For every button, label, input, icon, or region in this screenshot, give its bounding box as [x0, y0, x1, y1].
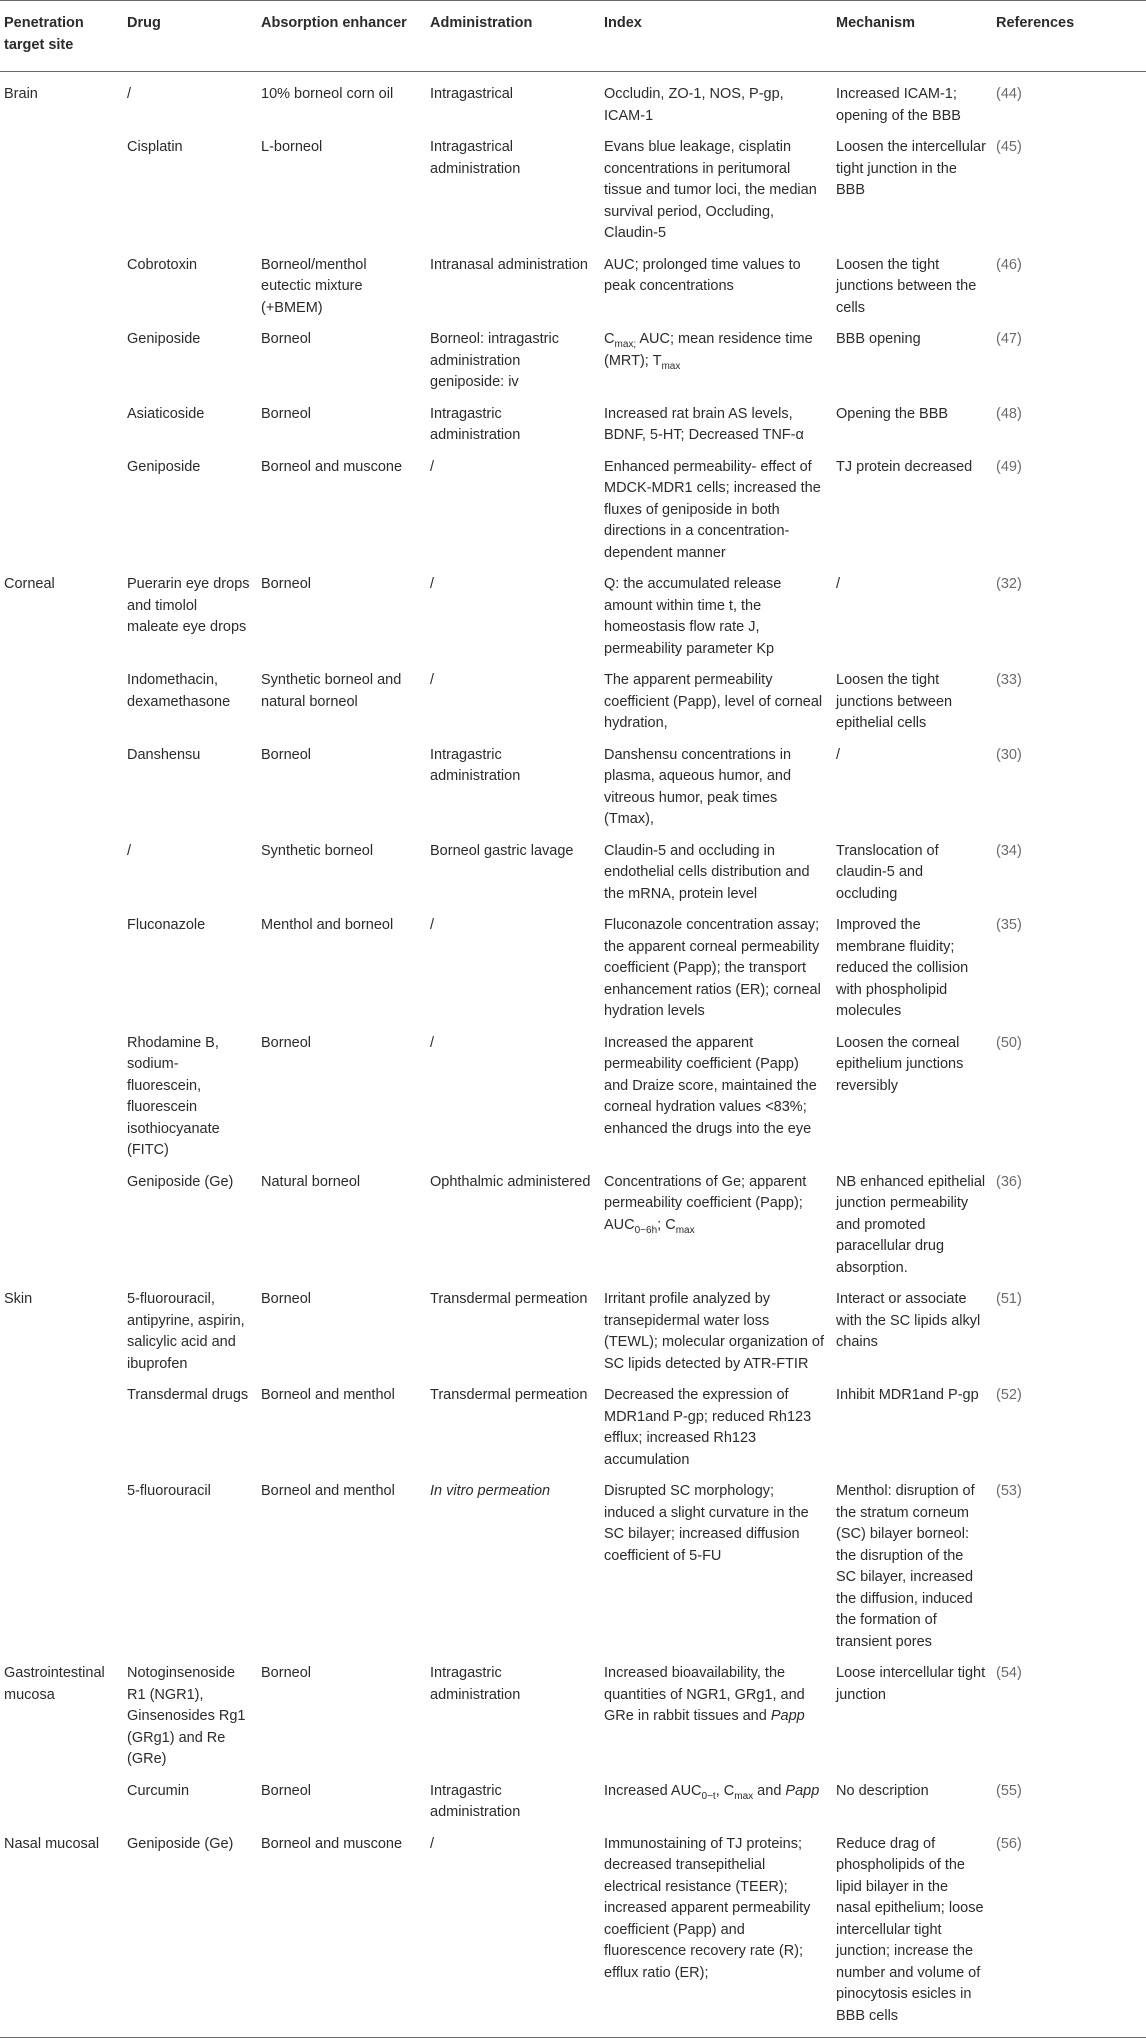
cell-enhancer: Borneol [261, 1665, 311, 1681]
cell-enhancer: Borneol [261, 1034, 311, 1051]
table-row [0, 569, 1146, 665]
table-body [0, 72, 1146, 2038]
cell-reference: (52) [996, 1387, 1022, 1403]
cell-site: Gastrointestinal mucosa [4, 1665, 105, 1703]
table-row [0, 1829, 1146, 2038]
cell-mechanism: No description [836, 1782, 929, 1799]
cell-site [0, 910, 123, 1028]
cell-administration: Borneol gastric lavage [430, 842, 574, 859]
cell-mechanism: NB enhanced epithelial junction permeability and promoted paracellular drug absorption. [836, 1173, 986, 1276]
table-row [0, 1776, 1146, 1829]
cell-reference: (30) [996, 746, 1022, 763]
cell-reference: (34) [996, 842, 1022, 859]
cell-site [0, 324, 123, 399]
table-row [0, 1028, 1146, 1167]
header-site: Penetration target site [0, 1, 123, 72]
cell-site [0, 132, 123, 250]
cell-index: Increased bioavailability, the quantities of NGR1, GRg1, and GRe in rabbit tissues and Papp [604, 1665, 805, 1724]
cell-site [0, 665, 123, 740]
cell-reference: (47) [996, 331, 1022, 347]
cell-index: Claudin-5 and occluding in endothelial cells distribution and the mRNA, protein level [604, 842, 810, 902]
cell-drug: 5-fluorouracil [127, 1483, 211, 1499]
cell-enhancer: L-borneol [261, 139, 323, 155]
table-header [0, 1, 1146, 72]
cell-administration: Transdermal permeation [430, 1387, 588, 1403]
cell-site [0, 452, 123, 570]
table-row [0, 740, 1146, 836]
cell-drug: Rhodamine B, sodium-fluorescein, fluorescein isothiocyanate (FITC) [127, 1034, 220, 1158]
cell-mechanism: Loosen the tight junctions between the cells [836, 256, 977, 316]
cell-reference: (35) [996, 917, 1022, 933]
cell-drug: Transdermal drugs [127, 1387, 249, 1403]
header-enhancer: Absorption enhancer [257, 1, 426, 72]
cell-site: Skin [4, 1291, 33, 1307]
cell-administration: / [430, 1034, 435, 1051]
cell-site: Brain [4, 86, 38, 102]
cell-drug: Indomethacin, dexamethasone [127, 672, 231, 710]
table-row [0, 399, 1146, 452]
cell-mechanism: Increased ICAM-1; opening of the BBB [836, 86, 961, 124]
cell-mechanism: Loosen the intercellular tight junction in the BBB [836, 139, 986, 198]
cell-index: The apparent permeability coefficient (Papp), level of corneal hydration, [604, 672, 823, 731]
cell-administration: / [430, 917, 435, 933]
cell-site: Nasal mucosal [0, 1829, 123, 2038]
cell-mechanism: TJ protein decreased [836, 458, 973, 475]
table-row [0, 665, 1146, 740]
cell-index: Irritant profile analyzed by transepidermal water loss (TEWL); molecular organization of SC lipids detected by ATR-FTIR [604, 1291, 824, 1372]
cell-drug: Geniposide [127, 458, 201, 475]
cell-drug: Cisplatin [127, 139, 183, 155]
cell-reference: (44) [996, 86, 1022, 102]
cell-reference: (51) [996, 1291, 1022, 1307]
cell-drug: Asiaticoside [127, 405, 205, 422]
cell-enhancer: Borneol [261, 576, 311, 592]
cell-site [0, 1028, 123, 1167]
cell-site [0, 399, 123, 452]
cell-enhancer: Borneol [261, 746, 311, 763]
cell-drug: Puerarin eye drops and timolol maleate eye drops [127, 576, 250, 635]
cell-mechanism: Loose intercellular tight junction [836, 1665, 986, 1703]
cell-enhancer: Borneol/menthol eutectic mixture (+BMEM) [261, 256, 367, 316]
cell-drug: Fluconazole [127, 917, 206, 933]
cell-site [0, 1476, 123, 1658]
table-row [0, 324, 1146, 399]
cell-reference: (32) [996, 576, 1022, 592]
cell-index: Increased rat brain AS levels, BDNF, 5-HT; Decreased TNF-α [604, 405, 804, 443]
cell-mechanism: Loosen the tight junctions between epithelial cells [836, 672, 953, 731]
cell-enhancer: 10% borneol corn oil [261, 86, 394, 102]
cell-drug: Notoginsenoside R1 (NGR1), Ginsenosides Rg1 (GRg1) and Re (GRe) [127, 1665, 246, 1767]
cell-site [0, 1776, 123, 1829]
cell-enhancer: Borneol and menthol [261, 1483, 395, 1499]
cell-site [0, 1380, 123, 1476]
cell-enhancer: Synthetic borneol and natural borneol [261, 672, 402, 710]
cell-index: Fluconazole concentration assay; the apparent corneal permeability coefficient (Papp); the transport enhancement ratios (ER); corneal hydration levels [604, 917, 821, 1019]
cell-mechanism: Menthol: disruption of the stratum corneum (SC) bilayer borneol: the disruption of the SC bilayer, increased the diffusion, induced the formation of transient pores [836, 1483, 975, 1650]
header-references: References [992, 1, 1146, 72]
cell-enhancer: Borneol and muscone [261, 458, 403, 475]
cell-administration: / [426, 1829, 600, 2038]
cell-drug: Danshensu [127, 746, 201, 763]
cell-index: $C_{max;}$ AUC; mean residence time (MRT); $T_{max}$ [604, 331, 813, 372]
cell-administration: Intragastrical [430, 86, 514, 102]
cell-enhancer: Borneol and muscone [257, 1829, 426, 2038]
header-index: Index [600, 1, 832, 72]
header-row [0, 1, 1146, 72]
cell-reference: (55) [996, 1782, 1022, 1799]
cell-reference: (46) [996, 256, 1022, 273]
cell-drug: / [127, 842, 132, 859]
table-row [0, 132, 1146, 250]
cell-drug: Geniposide (Ge) [123, 1829, 257, 2038]
cell-administration: Borneol: intragastric administration geniposide: iv [430, 331, 559, 390]
cell-administration: Transdermal permeation [430, 1291, 588, 1307]
cell-enhancer: Borneol [261, 1782, 311, 1799]
cell-index: Evans blue leakage, cisplatin concentrations in peritumoral tissue and tumor loci, the median survival period, Occluding, Claudin-5 [604, 139, 817, 241]
cell-mechanism: / [836, 746, 841, 763]
cell-reference: (49) [996, 458, 1022, 475]
cell-index: Q: the accumulated release amount within time t, the homeostasis flow rate J, permeability parameter Kp [604, 576, 782, 657]
table-row [0, 836, 1146, 911]
cell-administration: Ophthalmic administered [430, 1173, 591, 1190]
header-administration: Administration [426, 1, 600, 72]
cell-reference: (45) [996, 139, 1022, 155]
cell-enhancer: Borneol [261, 405, 311, 422]
cell-index: Increased $AUC_{0-t}$, $C_{max}$ and Papp [604, 1782, 820, 1802]
cell-mechanism: Opening the BBB [836, 405, 949, 422]
cell-mechanism: Interact or associate with the SC lipids alkyl chains [836, 1291, 981, 1350]
cell-administration: Intragastric administration [430, 1665, 521, 1703]
cell-administration: In vitro permeation [430, 1483, 551, 1499]
cell-index: Increased the apparent permeability coefficient (Papp) and Draize score, maintained the corneal hydration values <83%; enhanced the drugs into the eye [604, 1034, 817, 1137]
cell-mechanism: Improved the membrane fluidity; reduced the collision with phospholipid molecules [836, 917, 969, 1019]
table-row [0, 1380, 1146, 1476]
cell-mechanism: BBB opening [836, 331, 921, 347]
cell-reference: (36) [996, 1173, 1022, 1190]
cell-mechanism: Loosen the corneal epithelium junctions reversibly [836, 1034, 964, 1094]
header-drug: Drug [123, 1, 257, 72]
cell-administration: / [430, 458, 435, 475]
cell-reference: (33) [996, 672, 1022, 688]
table-row [0, 1658, 1146, 1776]
cell-reference: (53) [996, 1483, 1022, 1499]
cell-site [0, 740, 123, 836]
cell-site [0, 1167, 123, 1285]
cell-index: Occludin, ZO-1, NOS, P-gp, ICAM-1 [604, 86, 784, 124]
cell-index: Enhanced permeability- effect of MDCK-MDR1 cells; increased the fluxes of geniposide in both directions in a concentration-dependent manner [604, 458, 821, 561]
cell-administration: Intranasal administration [430, 256, 588, 273]
table-row [0, 1476, 1146, 1658]
table-row [0, 72, 1146, 133]
cell-drug: Geniposide [127, 331, 201, 347]
cell-index: Immunostaining of TJ proteins; decreased transepithelial electrical resistance (TEER); increased apparent permeability coefficient (Papp) and fluorescence recovery rate (R); efflux ratio (ER); [600, 1829, 832, 2038]
table-row [0, 910, 1146, 1028]
cell-drug: 5-fluorouracil, antipyrine, aspirin, salicylic acid and ibuprofen [127, 1291, 245, 1372]
cell-drug: / [127, 86, 132, 102]
cell-administration: / [430, 576, 435, 592]
cell-reference: (54) [996, 1665, 1022, 1681]
cell-mechanism: / [836, 576, 841, 592]
cell-administration: Intragastrical administration [430, 139, 521, 177]
table-row [0, 1167, 1146, 1285]
cell-index: Danshensu concentrations in plasma, aqueous humor, and vitreous humor, peak times (Tmax), [604, 746, 792, 827]
cell-enhancer: Natural borneol [261, 1173, 361, 1190]
cell-drug: Curcumin [127, 1782, 190, 1799]
cell-enhancer: Borneol [261, 331, 311, 347]
table-row [0, 452, 1146, 570]
cell-drug: Geniposide (Ge) [127, 1173, 234, 1190]
cell-index: Disrupted SC morphology; induced a slight curvature in the SC bilayer; increased diffusion coefficient of 5-FU [604, 1483, 809, 1564]
cell-administration: / [430, 672, 435, 688]
cell-reference: (56) [992, 1829, 1146, 2038]
cell-mechanism: Reduce drag of phospholipids of the lipid bilayer in the nasal epithelium; loose intercellular tight junction; increase the number and volume of pinocytosis esicles in BBB cells [832, 1829, 992, 2038]
table-row [0, 1284, 1146, 1380]
cell-administration: Intragastric administration [430, 405, 521, 443]
cell-site: Corneal [4, 576, 55, 592]
cell-reference: (50) [996, 1034, 1022, 1051]
cell-index: Concentrations of Ge; apparent permeability coefficient (Papp); $AUC_{0-6h}$; $C_{max}$ [604, 1173, 807, 1236]
cell-mechanism: Inhibit MDR1and P-gp [836, 1387, 979, 1403]
cell-enhancer: Borneol [261, 1291, 311, 1307]
cell-index: Decreased the expression of MDR1and P-gp; reduced Rh123 efflux; increased Rh123 accumulation [604, 1387, 812, 1468]
cell-reference: (48) [996, 405, 1022, 422]
cell-drug: Cobrotoxin [127, 256, 198, 273]
cell-administration: Intragastric administration [430, 1782, 521, 1820]
cell-enhancer: Menthol and borneol [261, 917, 394, 933]
cell-site [0, 250, 123, 325]
cell-mechanism: Translocation of claudin-5 and occluding [836, 842, 939, 902]
cell-administration: Intragastric administration [430, 746, 521, 784]
cell-enhancer: Borneol and menthol [261, 1387, 395, 1403]
table-row [0, 250, 1146, 325]
cell-site [0, 836, 123, 911]
header-mechanism: Mechanism [832, 1, 992, 72]
cell-enhancer: Synthetic borneol [261, 842, 374, 859]
cell-index: AUC; prolonged time values to peak concentrations [604, 256, 801, 294]
